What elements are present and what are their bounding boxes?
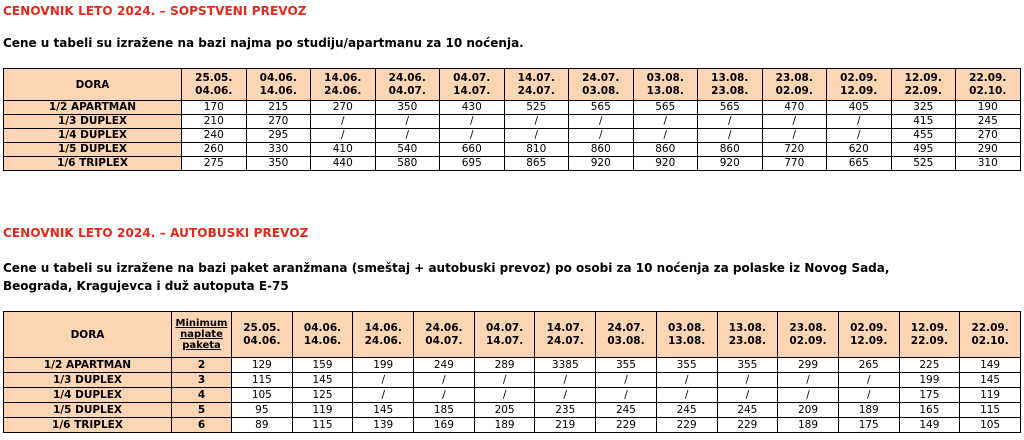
- price-cell: 145: [960, 373, 1021, 388]
- price-cell: 149: [960, 358, 1021, 373]
- price-cell: 455: [891, 129, 956, 143]
- price-cell: /: [656, 388, 717, 403]
- period-start: 02.09.: [840, 71, 878, 84]
- price-cell: 525: [504, 101, 569, 115]
- price-cell: 430: [440, 101, 505, 115]
- price-cell: 350: [246, 157, 311, 171]
- minimum-header: [172, 312, 232, 358]
- price-cell: 215: [246, 101, 311, 115]
- period-header: [717, 312, 778, 358]
- period-header: [414, 312, 475, 358]
- price-cell: 860: [569, 143, 634, 157]
- table-row: [4, 115, 1021, 129]
- period-header: [596, 312, 657, 358]
- price-cell: 860: [633, 143, 698, 157]
- price-cell: 310: [956, 157, 1021, 171]
- period-end: 14.07.: [485, 334, 524, 347]
- price-cell: 325: [891, 101, 956, 115]
- price-cell: 265: [838, 358, 899, 373]
- period-header: [292, 312, 353, 358]
- price-cell: 139: [353, 418, 414, 433]
- section2-description-line1: Cene u tabeli su izražene na bazi paket aranžmana (smeštaj + autobuski prevoz) po osobi za 10 noćenja za polaske iz Novog Sada,: [3, 261, 890, 275]
- price-cell: /: [656, 373, 717, 388]
- price-cell: 290: [956, 143, 1021, 157]
- price-cell: 199: [353, 358, 414, 373]
- price-cell: 105: [232, 388, 293, 403]
- period-end: 14.07.: [453, 84, 491, 97]
- price-cell: 159: [292, 358, 353, 373]
- price-cell: 580: [375, 157, 440, 171]
- price-cell: 355: [656, 358, 717, 373]
- period-end: 12.09.: [840, 84, 878, 97]
- price-cell: /: [596, 388, 657, 403]
- minimum-header-word: naplate: [180, 329, 223, 340]
- header-row: [4, 312, 1021, 358]
- price-cell: 355: [717, 358, 778, 373]
- price-cell: 440: [311, 157, 376, 171]
- period-start: 24.07.: [582, 71, 620, 84]
- price-cell: 245: [596, 403, 657, 418]
- period-end: 04.06.: [243, 334, 281, 347]
- price-cell: 205: [474, 403, 535, 418]
- minimum-value: 4: [172, 388, 232, 403]
- price-cell: 189: [474, 418, 535, 433]
- period-start: 04.07.: [485, 321, 524, 334]
- price-cell: /: [762, 129, 827, 143]
- price-cell: /: [353, 388, 414, 403]
- price-cell: 89: [232, 418, 293, 433]
- period-header: [891, 69, 956, 101]
- period-start: 14.07.: [517, 71, 555, 84]
- price-cell: /: [838, 373, 899, 388]
- price-cell: 920: [569, 157, 634, 171]
- price-cell: 299: [778, 358, 839, 373]
- price-cell: 225: [899, 358, 960, 373]
- price-table-own-transport: [3, 68, 1021, 171]
- period-end: 13.08.: [668, 334, 706, 347]
- minimum-value: 3: [172, 373, 232, 388]
- price-cell: 865: [504, 157, 569, 171]
- price-cell: /: [535, 373, 596, 388]
- price-cell: 175: [899, 388, 960, 403]
- price-cell: 249: [414, 358, 475, 373]
- price-cell: 189: [838, 403, 899, 418]
- section2-description-line2: Beograda, Kragujevca i duž autoputa E-75: [3, 279, 289, 293]
- table-row: [4, 101, 1021, 115]
- price-cell: 189: [778, 418, 839, 433]
- period-end: 02.09.: [775, 84, 813, 97]
- period-end: 03.08.: [582, 84, 620, 97]
- section1-description: Cene u tabeli su izražene na bazi najma po studiju/apartmanu za 10 noćenja.: [3, 36, 524, 50]
- period-start: 23.08.: [775, 71, 813, 84]
- period-start: 13.08.: [711, 71, 749, 84]
- price-cell: 695: [440, 157, 505, 171]
- period-start: 03.08.: [646, 71, 684, 84]
- period-start: 02.09.: [850, 321, 888, 334]
- price-cell: /: [440, 115, 505, 129]
- table-row: [4, 373, 1021, 388]
- price-cell: 415: [891, 115, 956, 129]
- price-cell: 270: [956, 129, 1021, 143]
- period-end: 23.08.: [728, 334, 766, 347]
- price-cell: 410: [311, 143, 376, 157]
- row-label: 1/3 DUPLEX: [4, 373, 172, 388]
- price-cell: /: [717, 373, 778, 388]
- price-cell: 235: [535, 403, 596, 418]
- price-cell: 219: [535, 418, 596, 433]
- period-end: 02.10.: [971, 334, 1009, 347]
- period-start: 24.07.: [607, 321, 645, 334]
- header-row: [4, 69, 1021, 101]
- price-cell: 495: [891, 143, 956, 157]
- section2-title: CENOVNIK LETO 2024. – AUTOBUSKI PREVOZ: [3, 226, 309, 240]
- period-start: 24.06.: [425, 321, 463, 334]
- price-cell: 270: [246, 115, 311, 129]
- price-cell: 185: [414, 403, 475, 418]
- price-cell: /: [414, 373, 475, 388]
- price-cell: 275: [182, 157, 247, 171]
- price-cell: /: [838, 388, 899, 403]
- row-label: 1/5 DUPLEX: [4, 143, 182, 157]
- period-header: [633, 69, 698, 101]
- price-cell: 115: [292, 418, 353, 433]
- price-cell: 115: [960, 403, 1021, 418]
- period-start: 04.07.: [453, 71, 491, 84]
- period-end: 24.06.: [324, 84, 362, 97]
- price-cell: 525: [891, 157, 956, 171]
- price-cell: /: [311, 129, 376, 143]
- corner-label: DORA: [4, 69, 182, 101]
- period-start: 04.06.: [303, 321, 342, 334]
- price-cell: /: [633, 129, 698, 143]
- period-header: [440, 69, 505, 101]
- price-cell: /: [474, 388, 535, 403]
- price-cell: 169: [414, 418, 475, 433]
- row-label: 1/4 DUPLEX: [4, 388, 172, 403]
- period-end: 04.06.: [195, 84, 233, 97]
- price-cell: 565: [569, 101, 634, 115]
- row-label: 1/5 DUPLEX: [4, 403, 172, 418]
- minimum-header-word: Minimum: [175, 318, 228, 329]
- price-cell: 105: [960, 418, 1021, 433]
- price-cell: 920: [633, 157, 698, 171]
- period-header: [569, 69, 634, 101]
- row-label: 1/2 APARTMAN: [4, 358, 172, 373]
- minimum-header-word: paketa: [182, 340, 221, 351]
- price-cell: /: [596, 373, 657, 388]
- period-start: 23.08.: [789, 321, 827, 334]
- period-header: [504, 69, 569, 101]
- price-cell: 245: [656, 403, 717, 418]
- row-label: 1/2 APARTMAN: [4, 101, 182, 115]
- period-start: 03.08.: [668, 321, 706, 334]
- row-label: 1/4 DUPLEX: [4, 129, 182, 143]
- period-header: [838, 312, 899, 358]
- price-cell: 245: [717, 403, 778, 418]
- period-header: [311, 69, 376, 101]
- period-header: [656, 312, 717, 358]
- price-cell: 229: [596, 418, 657, 433]
- period-start: 04.06.: [259, 71, 297, 84]
- price-cell: /: [414, 388, 475, 403]
- price-cell: 125: [292, 388, 353, 403]
- price-cell: /: [504, 129, 569, 143]
- price-cell: /: [440, 129, 505, 143]
- price-cell: 95: [232, 403, 293, 418]
- price-cell: 209: [778, 403, 839, 418]
- period-header: [698, 69, 763, 101]
- price-cell: 720: [762, 143, 827, 157]
- price-cell: 210: [182, 115, 247, 129]
- period-start: 25.05.: [195, 71, 233, 84]
- price-cell: 295: [246, 129, 311, 143]
- price-cell: 199: [899, 373, 960, 388]
- price-cell: 149: [899, 418, 960, 433]
- price-cell: 660: [440, 143, 505, 157]
- table-row: [4, 143, 1021, 157]
- price-cell: 119: [292, 403, 353, 418]
- period-end: 24.07.: [517, 84, 555, 97]
- period-header: [535, 312, 596, 358]
- period-end: 14.06.: [259, 84, 297, 97]
- period-start: 22.09.: [969, 71, 1007, 84]
- period-start: 25.05.: [243, 321, 281, 334]
- price-cell: /: [827, 115, 892, 129]
- price-cell: /: [762, 115, 827, 129]
- price-cell: /: [778, 388, 839, 403]
- price-cell: /: [504, 115, 569, 129]
- price-cell: 770: [762, 157, 827, 171]
- row-label: 1/6 TRIPLEX: [4, 157, 182, 171]
- price-cell: /: [375, 129, 440, 143]
- price-cell: 470: [762, 101, 827, 115]
- price-cell: /: [569, 129, 634, 143]
- price-cell: 350: [375, 101, 440, 115]
- price-cell: 355: [596, 358, 657, 373]
- price-cell: 190: [956, 101, 1021, 115]
- price-cell: /: [474, 373, 535, 388]
- table-row: [4, 358, 1021, 373]
- period-header: [899, 312, 960, 358]
- period-end: 04.07.: [425, 334, 463, 347]
- period-end: 04.07.: [388, 84, 426, 97]
- table-row: [4, 129, 1021, 143]
- price-cell: /: [827, 129, 892, 143]
- section1-title: CENOVNIK LETO 2024. – SOPSTVENI PREVOZ: [3, 4, 307, 18]
- table-row: [4, 157, 1021, 171]
- table-row: [4, 403, 1021, 418]
- period-header: [182, 69, 247, 101]
- period-end: 02.10.: [969, 84, 1007, 97]
- price-cell: 405: [827, 101, 892, 115]
- price-cell: 119: [960, 388, 1021, 403]
- price-cell: 860: [698, 143, 763, 157]
- period-start: 12.09.: [904, 71, 942, 84]
- price-cell: 129: [232, 358, 293, 373]
- price-cell: 145: [292, 373, 353, 388]
- price-cell: 665: [827, 157, 892, 171]
- price-cell: /: [311, 115, 376, 129]
- price-cell: 229: [656, 418, 717, 433]
- period-start: 13.08.: [728, 321, 766, 334]
- price-cell: /: [717, 388, 778, 403]
- period-end: 22.09.: [904, 84, 942, 97]
- price-cell: /: [633, 115, 698, 129]
- price-cell: 245: [956, 115, 1021, 129]
- period-end: 23.08.: [711, 84, 749, 97]
- period-header: [960, 312, 1021, 358]
- price-cell: 565: [698, 101, 763, 115]
- table-row: [4, 418, 1021, 433]
- price-cell: 229: [717, 418, 778, 433]
- minimum-value: 5: [172, 403, 232, 418]
- period-header: [827, 69, 892, 101]
- price-cell: 3385: [535, 358, 596, 373]
- price-cell: 920: [698, 157, 763, 171]
- price-cell: 145: [353, 403, 414, 418]
- price-cell: /: [778, 373, 839, 388]
- period-end: 24.06.: [364, 334, 402, 347]
- period-header: [956, 69, 1021, 101]
- price-cell: /: [698, 115, 763, 129]
- period-header: [232, 312, 293, 358]
- price-cell: /: [569, 115, 634, 129]
- price-cell: /: [535, 388, 596, 403]
- price-cell: /: [353, 373, 414, 388]
- price-cell: 810: [504, 143, 569, 157]
- period-end: 02.09.: [789, 334, 827, 347]
- corner-label: DORA: [4, 312, 172, 358]
- price-cell: /: [375, 115, 440, 129]
- period-header: [353, 312, 414, 358]
- period-start: 12.09.: [910, 321, 948, 334]
- period-header: [474, 312, 535, 358]
- period-header: [375, 69, 440, 101]
- period-end: 22.09.: [910, 334, 948, 347]
- price-cell: 115: [232, 373, 293, 388]
- period-header: [778, 312, 839, 358]
- price-cell: 170: [182, 101, 247, 115]
- period-end: 14.06.: [303, 334, 342, 347]
- period-start: 14.07.: [546, 321, 584, 334]
- period-end: 12.09.: [850, 334, 888, 347]
- price-cell: 620: [827, 143, 892, 157]
- price-cell: /: [698, 129, 763, 143]
- row-label: 1/3 DUPLEX: [4, 115, 182, 129]
- minimum-value: 2: [172, 358, 232, 373]
- price-cell: 270: [311, 101, 376, 115]
- price-cell: 175: [838, 418, 899, 433]
- minimum-value: 6: [172, 418, 232, 433]
- price-cell: 165: [899, 403, 960, 418]
- period-start: 24.06.: [388, 71, 426, 84]
- table-row: [4, 388, 1021, 403]
- period-start: 22.09.: [971, 321, 1009, 334]
- period-start: 14.06.: [364, 321, 402, 334]
- price-table-bus-transport: [3, 311, 1021, 433]
- price-cell: 565: [633, 101, 698, 115]
- period-end: 24.07.: [546, 334, 584, 347]
- price-cell: 330: [246, 143, 311, 157]
- period-header: [246, 69, 311, 101]
- price-cell: 289: [474, 358, 535, 373]
- row-label: 1/6 TRIPLEX: [4, 418, 172, 433]
- price-cell: 260: [182, 143, 247, 157]
- period-end: 03.08.: [607, 334, 645, 347]
- price-cell: 240: [182, 129, 247, 143]
- period-header: [762, 69, 827, 101]
- price-cell: 540: [375, 143, 440, 157]
- period-end: 13.08.: [646, 84, 684, 97]
- period-start: 14.06.: [324, 71, 362, 84]
